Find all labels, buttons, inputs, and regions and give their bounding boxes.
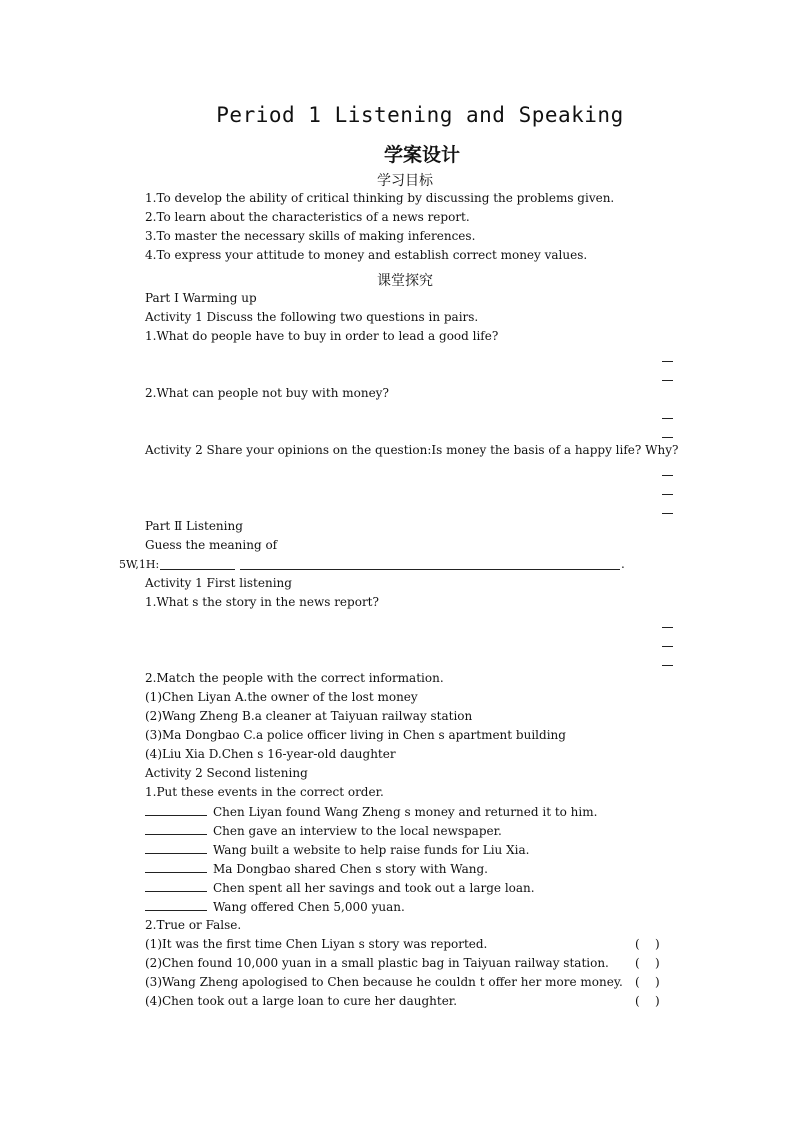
tf-item: (1)It was the first time Chen Liyan s story was reported. bbox=[145, 937, 488, 951]
fivew-label: 5W,1H: bbox=[119, 558, 160, 571]
event-item bbox=[145, 861, 488, 877]
part2-title: Part Ⅱ Listening bbox=[145, 519, 243, 533]
answer-line[interactable] bbox=[662, 646, 673, 647]
event-item bbox=[145, 899, 405, 915]
page-title: Period 1 Listening and Speaking bbox=[216, 103, 624, 127]
second-listening: Activity 2 Second listening bbox=[145, 766, 308, 780]
answer-line[interactable] bbox=[662, 380, 673, 381]
objective-item: 4.To express your attitude to money and establish correct money values. bbox=[145, 248, 588, 262]
event-item bbox=[145, 880, 535, 896]
question-2: 2.What can people not buy with money? bbox=[145, 386, 389, 400]
tf-item: (2)Chen found 10,000 yuan in a small plastic bag in Taiyuan railway station. bbox=[145, 956, 609, 970]
tf-answer-box[interactable]: ( ) bbox=[635, 956, 660, 970]
event-text: Chen gave an interview to the local newspaper. bbox=[213, 824, 502, 838]
order-blank[interactable] bbox=[145, 842, 207, 854]
objective-item: 1.To develop the ability of critical thinking by discussing the problems given. bbox=[145, 191, 615, 205]
answer-line[interactable] bbox=[662, 361, 673, 362]
answer-line[interactable] bbox=[662, 475, 673, 476]
objective-item: 2.To learn about the characteristics of a news report. bbox=[145, 210, 470, 224]
tf-answer-box[interactable]: ( ) bbox=[635, 994, 660, 1008]
event-text: Ma Dongbao shared Chen s story with Wang. bbox=[213, 862, 488, 876]
tf-answer-box[interactable]: ( ) bbox=[635, 937, 660, 951]
match-item: (2)Wang Zheng B.a cleaner at Taiyuan railway station bbox=[145, 709, 473, 723]
explore-heading: 课堂探究 bbox=[377, 273, 433, 289]
objective-item: 3.To master the necessary skills of making inferences. bbox=[145, 229, 476, 243]
event-item bbox=[145, 804, 597, 820]
answer-line[interactable] bbox=[662, 513, 673, 514]
answer-line[interactable] bbox=[662, 437, 673, 438]
order-blank[interactable] bbox=[145, 880, 207, 892]
objectives-heading: 学习目标 bbox=[377, 173, 433, 189]
order-blank[interactable] bbox=[145, 861, 207, 873]
event-text: Wang offered Chen 5,000 yuan. bbox=[213, 900, 405, 914]
fivew-end: . bbox=[621, 557, 625, 571]
part1-activity2: Activity 2 Share your opinions on the question:Is money the basis of a happy life? Why? bbox=[145, 443, 679, 457]
order-blank[interactable] bbox=[145, 823, 207, 835]
answer-line[interactable] bbox=[662, 418, 673, 419]
order-blank[interactable] bbox=[145, 804, 207, 816]
order-question: 1.Put these events in the correct order. bbox=[145, 785, 384, 799]
fivew-blank-long[interactable] bbox=[240, 569, 620, 570]
guess-meaning: Guess the meaning of bbox=[145, 538, 278, 552]
tf-item: (4)Chen took out a large loan to cure her daughter. bbox=[145, 994, 458, 1008]
match-item: (4)Liu Xia D.Chen s 16-year-old daughter bbox=[145, 747, 396, 761]
tf-question: 2.True or False. bbox=[145, 918, 242, 932]
match-item: (3)Ma Dongbao C.a police officer living in Chen s apartment building bbox=[145, 728, 566, 742]
page-subtitle: 学案设计 bbox=[383, 144, 460, 166]
answer-line[interactable] bbox=[662, 627, 673, 628]
part1-activity1: Activity 1 Discuss the following two questions in pairs. bbox=[145, 310, 479, 324]
order-blank[interactable] bbox=[145, 899, 207, 911]
match-question: 2.Match the people with the correct information. bbox=[145, 671, 444, 685]
event-text: Chen Liyan found Wang Zheng s money and returned it to him. bbox=[213, 805, 598, 819]
answer-line[interactable] bbox=[662, 494, 673, 495]
story-question: 1.What s the story in the news report? bbox=[145, 595, 379, 609]
event-text: Chen spent all her savings and took out a large loan. bbox=[213, 881, 535, 895]
event-item bbox=[145, 823, 502, 839]
first-listening: Activity 1 First listening bbox=[145, 576, 292, 590]
answer-line[interactable] bbox=[662, 665, 673, 666]
event-text: Wang built a website to help raise funds for Liu Xia. bbox=[213, 843, 530, 857]
tf-item: (3)Wang Zheng apologised to Chen because he couldn t offer her more money. bbox=[145, 975, 623, 989]
match-item: (1)Chen Liyan A.the owner of the lost money bbox=[145, 690, 418, 704]
question-1: 1.What do people have to buy in order to lead a good life? bbox=[145, 329, 499, 343]
fivew-blank-short[interactable] bbox=[160, 569, 235, 570]
part1-title: Part Ⅰ Warming up bbox=[145, 291, 257, 305]
tf-answer-box[interactable]: ( ) bbox=[635, 975, 660, 989]
event-item bbox=[145, 842, 529, 858]
